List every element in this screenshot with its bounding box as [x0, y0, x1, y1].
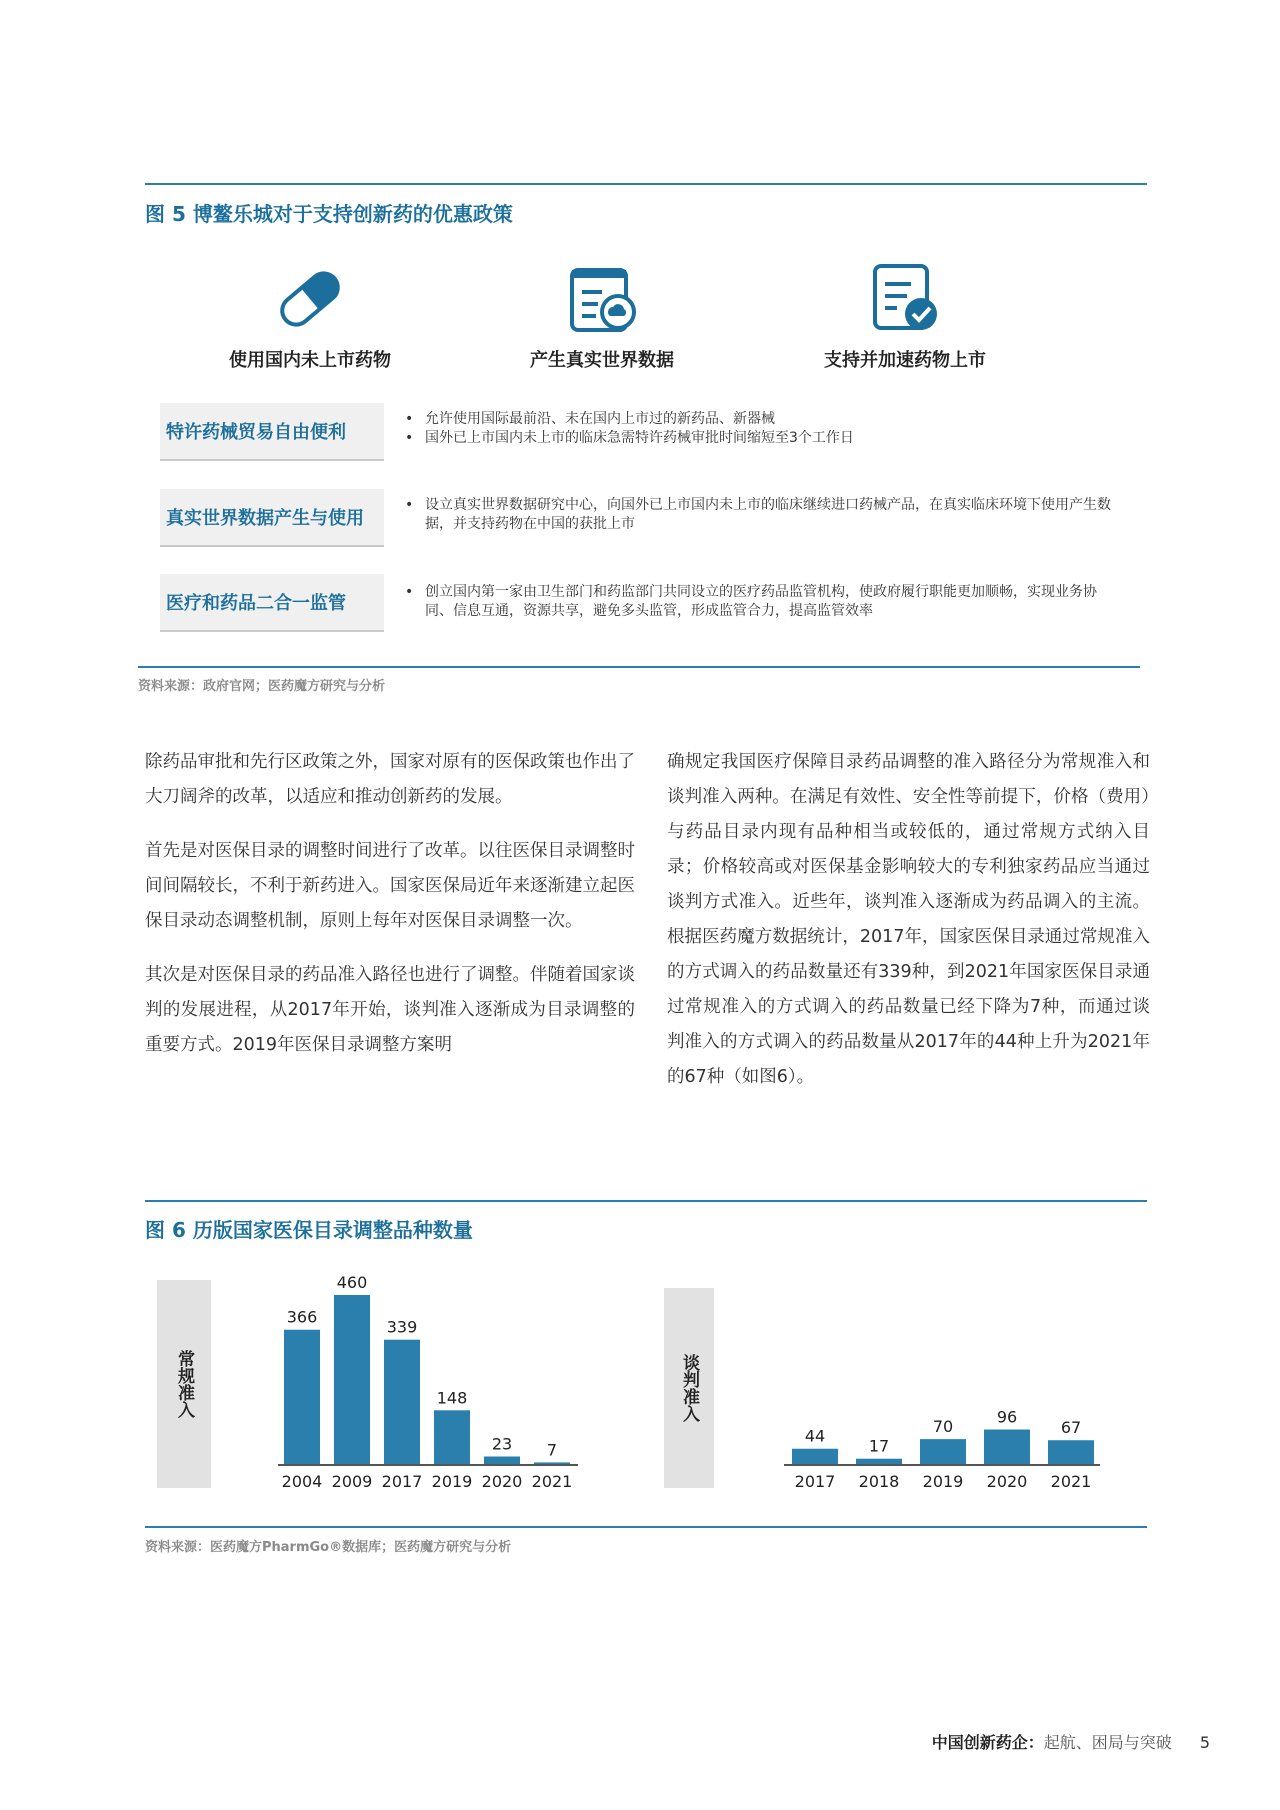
data-label: 96 [996, 1407, 1018, 1427]
body-right-column [667, 745, 1150, 1114]
chart1-bars [278, 1273, 578, 1491]
policy-desc-1 [405, 410, 1120, 448]
tick-label: 2019 [431, 1472, 473, 1491]
bar [792, 1449, 838, 1465]
icon-column-1 [160, 262, 460, 372]
figure5-top-rule [145, 183, 1147, 185]
icon-label-3: 支持并加速药物上市 [824, 350, 986, 371]
figure6-top-rule [145, 1200, 1147, 1202]
paragraph: 其次是对医保目录的药品准入路径也进行了调整。伴随着国家谈判的发展进程，从2017年开始，谈判准入逐渐成为目录调整的重要方式。2019年医保目录调整方案明 [145, 965, 635, 1055]
icon-column-2 [452, 262, 752, 372]
icon-label-1: 使用国内未上市药物 [229, 350, 391, 371]
approved-document-icon [865, 262, 945, 336]
bar [284, 1330, 320, 1465]
data-label: 339 [386, 1317, 418, 1337]
tick-label: 2017 [794, 1472, 836, 1491]
paragraph: 首先是对医保目录的调整时间进行了改革。以往医保目录调整时间间隔较长，不利于新药进入。国家医保局近年来逐渐建立起医保目录动态调整机制，原则上每年对医保目录调整一次。 [145, 841, 635, 931]
policy-bullet: • 允许使用国际最前沿、未在国内上市过的新药品、新器械 [405, 410, 1120, 429]
bar [1048, 1440, 1094, 1465]
tick-label: 2009 [331, 1472, 373, 1491]
pill-icon [270, 262, 350, 336]
figure6-source: 资料来源：医药魔方PharmGo®数据库；医药魔方研究与分析 [145, 1540, 512, 1555]
chart1-side-label: 常规准入 [174, 1350, 194, 1418]
data-label: 70 [932, 1417, 954, 1437]
data-report-icon [562, 262, 642, 336]
policy-bullet: • 设立真实世界数据研究中心，向国外已上市国内未上市的临床继续进口药械产品，在真实临床环境下使用产生数据，并支持药物在中国的获批上市 [405, 496, 1120, 534]
tick-label: 2017 [381, 1472, 423, 1491]
page-number: 5 [1199, 1733, 1210, 1752]
paragraph: 除药品审批和先行区政策之外，国家对原有的医保政策也作出了大刀阔斧的改革，以适应和推动创新药的发展。 [145, 752, 635, 807]
tick-label: 2019 [922, 1472, 964, 1491]
bar [334, 1295, 370, 1465]
icon-label-2: 产生真实世界数据 [530, 350, 674, 371]
figure5-bottom-rule [138, 666, 1140, 668]
tick-label: 2021 [531, 1472, 573, 1491]
figure6-charts [0, 1270, 1280, 1500]
data-label: 7 [546, 1440, 558, 1460]
policy-desc-3 [405, 583, 1120, 621]
icon-column-3 [755, 262, 1055, 372]
tick-label: 2018 [858, 1472, 900, 1491]
policy-name-3: 医疗和药品二合一监管 [160, 574, 384, 632]
bar [384, 1340, 420, 1465]
tick-label: 2020 [481, 1472, 523, 1491]
figure5-title: 图 5 博鳌乐城对于支持创新药的优惠政策 [145, 202, 513, 226]
policy-bullet: • 创立国内第一家由卫生部门和药监部门共同设立的医疗药品监管机构，使政府履行职能更加顺畅，实现业务协同、信息互通，资源共享，避免多头监管，形成监管合力，提高监管效率 [405, 583, 1120, 621]
data-label: 17 [868, 1436, 890, 1456]
data-label: 67 [1060, 1418, 1082, 1438]
bar [434, 1410, 470, 1465]
data-label: 460 [336, 1273, 368, 1292]
policy-desc-2 [405, 496, 1120, 534]
footer-subtitle: 起航、困局与突破 [1043, 1733, 1172, 1752]
figure5-source: 资料来源：政府官网；医药魔方研究与分析 [138, 679, 386, 694]
figure6-bottom-rule [145, 1526, 1147, 1528]
body-left-column [145, 745, 635, 1082]
bar [984, 1430, 1030, 1465]
footer-title: 中国创新药企： [931, 1733, 1044, 1752]
policy-bullet: • 国外已上市国内未上市的临床急需特许药械审批时间缩短至3个工作日 [405, 429, 1120, 448]
policy-name-1: 特许药械贸易自由便利 [160, 403, 384, 461]
tick-label: 2004 [281, 1472, 323, 1491]
data-label: 23 [491, 1434, 513, 1454]
data-label: 148 [436, 1388, 468, 1408]
policy-name-2: 真实世界数据产生与使用 [160, 489, 384, 547]
chart2-side-label: 谈判准入 [679, 1354, 699, 1422]
figure6-title: 图 6 历版国家医保目录调整品种数量 [145, 1218, 473, 1242]
tick-label: 2021 [1050, 1472, 1092, 1491]
page-footer [932, 1730, 1210, 1753]
bar [920, 1439, 966, 1465]
paragraph: 确规定我国医疗保障目录药品调整的准入路径分为常规准入和谈判准入两种。在满足有效性、安全性等前提下，价格（费用）与药品目录内现有品种相当或较低的，通过常规方式纳入目录；价格较高或对医保基金影响较大的专利独家药品应当通过谈判方式准入。近些年，谈判准入逐渐成为药品调入的主流。根据医药魔方数据统计，2017年，国家医保目录通过常规准入的方式调入的药品数量还有339种，到2021年国家医保目录通过常规准入的方式调入的药品数量已经下降为7种，而通过谈判准入的方式调入的药品数量从2017年的44种上升为2021年的67种（如图6）。 [667, 752, 1150, 1087]
data-label: 366 [286, 1307, 318, 1327]
bar [484, 1457, 520, 1466]
tick-label: 2020 [986, 1472, 1028, 1491]
data-label: 44 [804, 1426, 826, 1446]
chart2-bars [784, 1408, 1100, 1491]
